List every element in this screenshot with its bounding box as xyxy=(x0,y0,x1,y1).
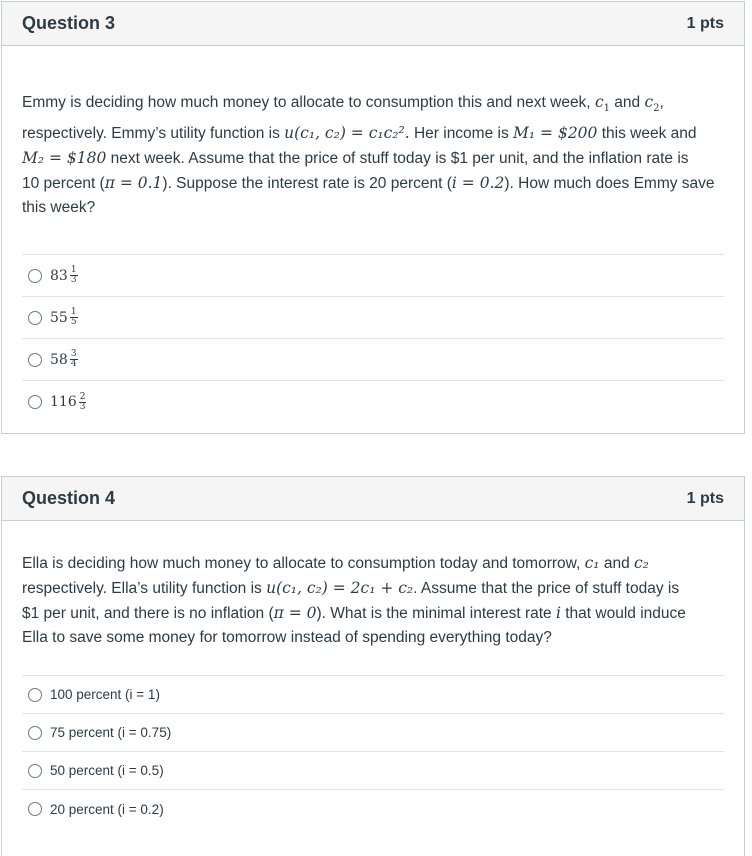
answer-option[interactable] xyxy=(22,752,724,790)
answer-option[interactable] xyxy=(22,676,724,714)
radio-button[interactable] xyxy=(28,764,42,778)
answer-option[interactable] xyxy=(22,381,724,423)
answer-option[interactable] xyxy=(22,790,724,828)
answer-label: 75 percent (i = 0.75) xyxy=(50,725,172,740)
question-title: Question 3 xyxy=(22,13,116,33)
answer-list xyxy=(22,254,724,423)
answer-value: 83 $\frac{1}{3}$ xyxy=(50,265,77,286)
radio-button[interactable] xyxy=(28,395,42,409)
question-3-card xyxy=(1,1,745,434)
question-points: 1 pts xyxy=(686,489,724,507)
radio-button[interactable] xyxy=(28,726,42,740)
question-title: Question 4 xyxy=(22,488,116,508)
answer-value: 116 $\frac{2}{3}$ xyxy=(50,391,86,412)
answer-option[interactable] xyxy=(22,714,724,752)
question-4-card xyxy=(1,476,745,856)
radio-button[interactable] xyxy=(28,269,42,283)
question-header xyxy=(2,2,744,46)
answer-list xyxy=(22,675,724,828)
answer-label: 100 percent (i = 1) xyxy=(50,687,160,702)
answer-label: 50 percent (i = 0.5) xyxy=(50,763,164,778)
answer-option[interactable] xyxy=(22,297,724,339)
radio-button[interactable] xyxy=(28,802,42,816)
radio-button[interactable] xyxy=(28,311,42,325)
answer-value: 58 $\frac{3}{4}$ xyxy=(50,349,77,370)
answer-option[interactable] xyxy=(22,255,724,297)
question-points: 1 pts xyxy=(686,14,724,32)
radio-button[interactable] xyxy=(28,353,42,367)
question-header xyxy=(2,477,744,521)
radio-button[interactable] xyxy=(28,688,42,702)
answer-label: 20 percent (i = 0.2) xyxy=(50,801,164,817)
answer-value: 55 $\frac{1}{5}$ xyxy=(50,307,77,328)
question-text: Emmy is deciding how much money to allocate to consumption this and next week, $c_1$ and $c_2$, respectively. Emmy’s utility function is u(c₁, c₂) = c₁c₂². Her income is M₁ = $200 this week and M₂ = $180 next week. Assume that the price of stuff today is $1 per unit, and the inflation rate is 10 percent (π = 0.1). Suppose the interest rate is 20 percent (i = 0.2). How much does Emmy save this week? xyxy=(22,93,715,217)
answer-option[interactable] xyxy=(22,339,724,381)
question-text: Ella is deciding how much money to allocate to consumption today and tomorrow, c₁ and c₂ respectively. Ella’s utility function is u(c₁, c₂) = 2c₁ + c₂. Assume that the price of stuff today is $1 per unit, and there is no inflation (π = 0). What is the minimal interest rate i that would induce Ella to save some money for tomorrow instead of spending everything today? xyxy=(22,554,686,646)
